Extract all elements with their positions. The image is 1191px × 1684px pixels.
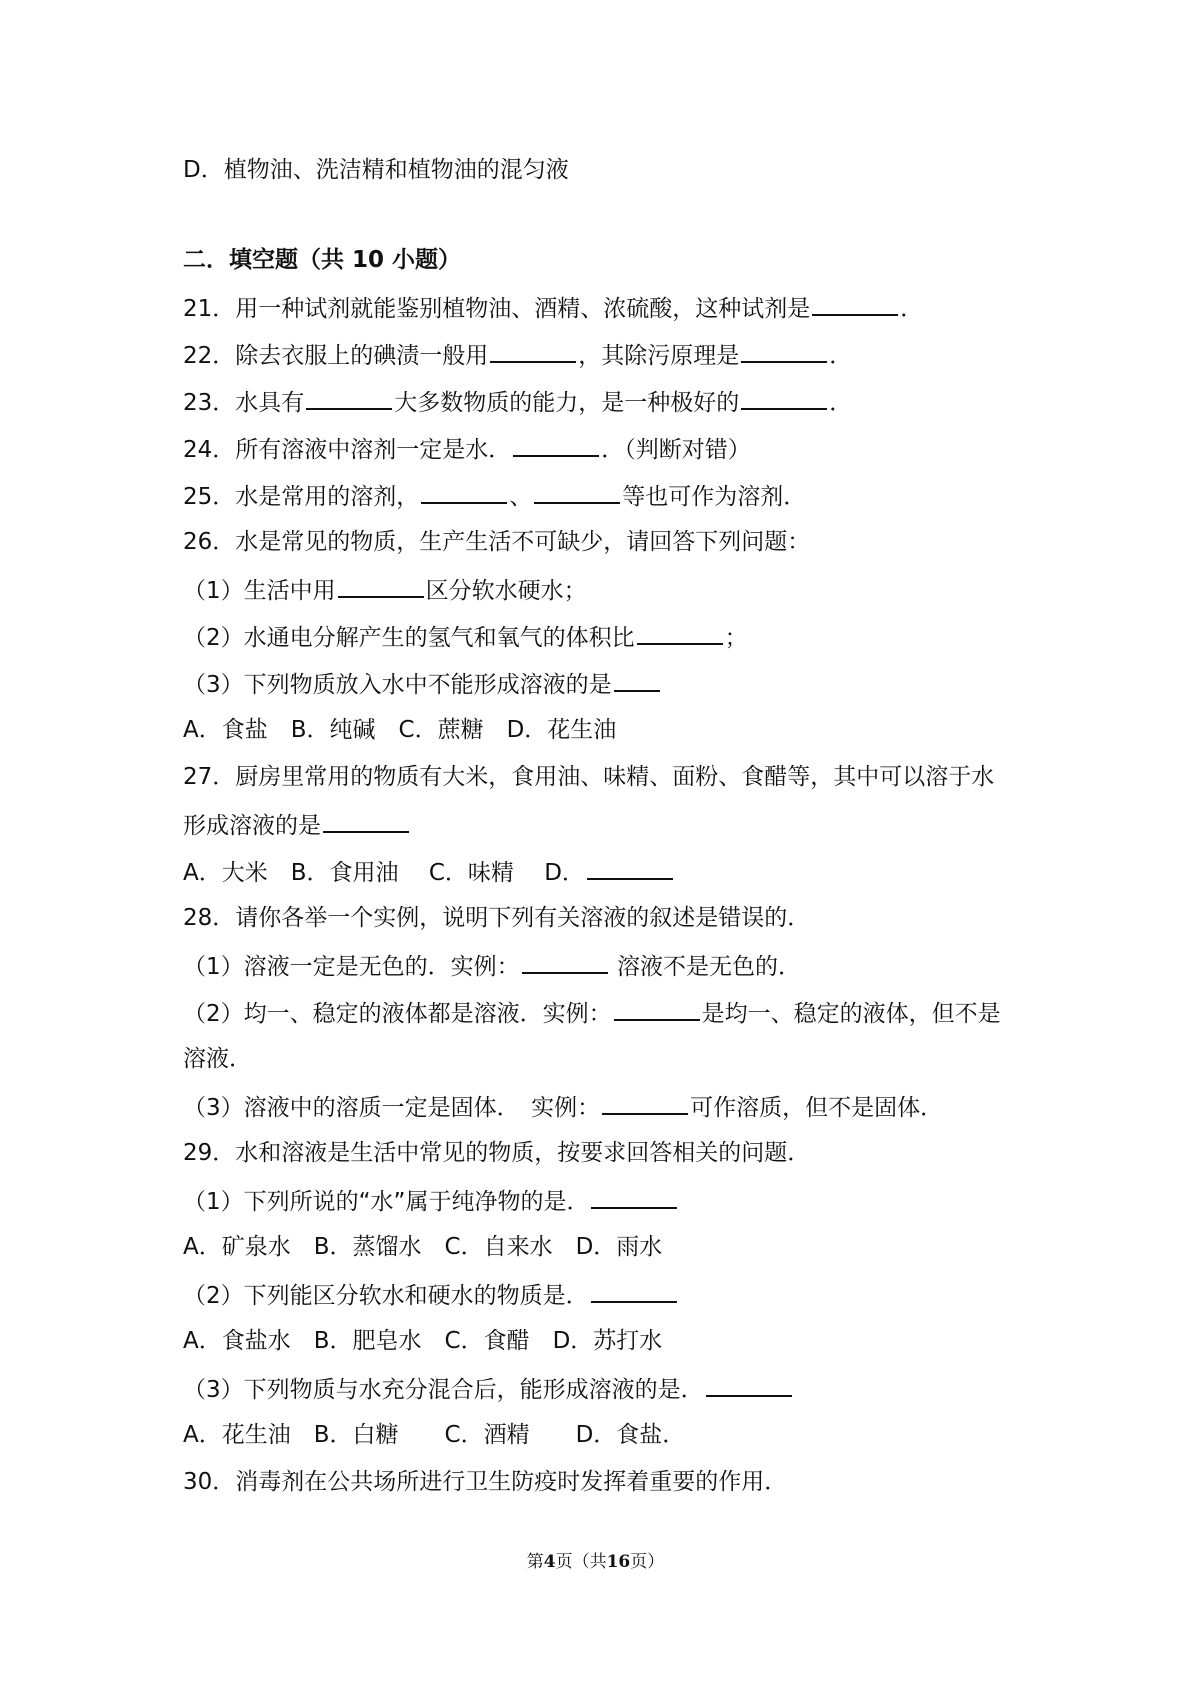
answer-blank — [614, 997, 700, 1021]
question-28-part-3: （3）溶液中的溶质一定是固体． 实例： 可作溶质，但不是固体． — [183, 1091, 1043, 1123]
answer-blank — [591, 1185, 677, 1209]
option-d-previous-question: D．植物油、洗洁精和植物油的混匀液 — [183, 157, 569, 183]
question-28: 28．请你各举一个实例，说明下列有关溶液的叙述是错误的． — [183, 905, 811, 931]
answer-blank — [587, 856, 673, 880]
question-27: 27．厨房里常用的物质有大米，食用油、味精、面粉、食醋等，其中可以溶于水 — [183, 764, 995, 790]
question-29-part-2: （2）下列能区分软水和硬水的物质是． — [183, 1279, 1043, 1311]
question-27-continued: 形成溶液的是 — [183, 809, 1043, 841]
question-26-part-2: （2）水通电分解产生的氢气和氧气的体积比 ； — [183, 621, 1043, 653]
question-26-options: A．食盐 B．纯碱 C．蔗糖 D．花生油 — [183, 717, 617, 743]
answer-blank — [591, 1279, 677, 1303]
question-30: 30．消毒剂在公共场所进行卫生防疫时发挥着重要的作用． — [183, 1469, 788, 1495]
question-25: 25．水是常用的溶剂， 、 等也可作为溶剂． — [183, 480, 1043, 512]
question-27-options: A．大米 B．食用油 C．味精 D． — [183, 856, 1043, 888]
question-28-part-2: （2）均一、稳定的液体都是溶液．实例： 是均一、稳定的液体，但不是 — [183, 997, 1043, 1029]
question-26-part-3: （3）下列物质放入水中不能形成溶液的是 — [183, 668, 1043, 700]
answer-blank — [741, 386, 827, 410]
answer-blank — [812, 292, 898, 316]
current-page-number: 4 — [543, 1552, 556, 1572]
question-29-part-3-options: A．花生油 B．白糖 C．酒精 D．食盐． — [183, 1422, 686, 1448]
answer-blank — [513, 433, 599, 457]
answer-blank — [602, 1091, 688, 1115]
page-footer: 第4页（共16页） — [526, 1552, 665, 1572]
answer-blank — [421, 480, 507, 504]
question-29-part-3: （3）下列物质与水充分混合后，能形成溶液的是． — [183, 1373, 1043, 1405]
answer-blank — [741, 339, 827, 363]
section-heading: 二．填空题（共 10 小题） — [183, 247, 462, 273]
answer-blank — [637, 621, 723, 645]
answer-blank — [614, 668, 660, 692]
answer-blank — [522, 950, 608, 974]
question-29-part-2-options: A．食盐水 B．肥皂水 C．食醋 D．苏打水 — [183, 1328, 663, 1354]
question-24: 24．所有溶液中溶剂一定是水． ．（判断对错） — [183, 433, 1043, 465]
question-29-part-1: （1）下列所说的“水”属于纯净物的是． — [183, 1185, 1043, 1217]
question-26: 26．水是常见的物质，生产生活不可缺少，请回答下列问题： — [183, 529, 811, 555]
question-22: 22．除去衣服上的碘渍一般用 ，其除污原理是 ． — [183, 339, 1043, 371]
question-29-part-1-options: A．矿泉水 B．蒸馏水 C．自来水 D．雨水 — [183, 1234, 663, 1260]
question-21: 21．用一种试剂就能鉴别植物油、酒精、浓硫酸，这种试剂是 ． — [183, 292, 1043, 324]
answer-blank — [306, 386, 392, 410]
answer-blank — [706, 1373, 792, 1397]
question-23: 23．水具有 大多数物质的能力，是一种极好的 ． — [183, 386, 1043, 418]
total-page-count: 16 — [606, 1552, 631, 1572]
question-28-part-2-continued: 溶液． — [183, 1046, 252, 1072]
question-29: 29．水和溶液是生活中常见的物质，按要求回答相关的问题． — [183, 1140, 811, 1166]
answer-blank — [323, 809, 409, 833]
question-26-part-1: （1）生活中用 区分软水硬水； — [183, 574, 1043, 606]
answer-blank — [534, 480, 620, 504]
answer-blank — [338, 574, 424, 598]
answer-blank — [490, 339, 576, 363]
question-28-part-1: （1）溶液一定是无色的．实例： 溶液不是无色的． — [183, 950, 1043, 982]
